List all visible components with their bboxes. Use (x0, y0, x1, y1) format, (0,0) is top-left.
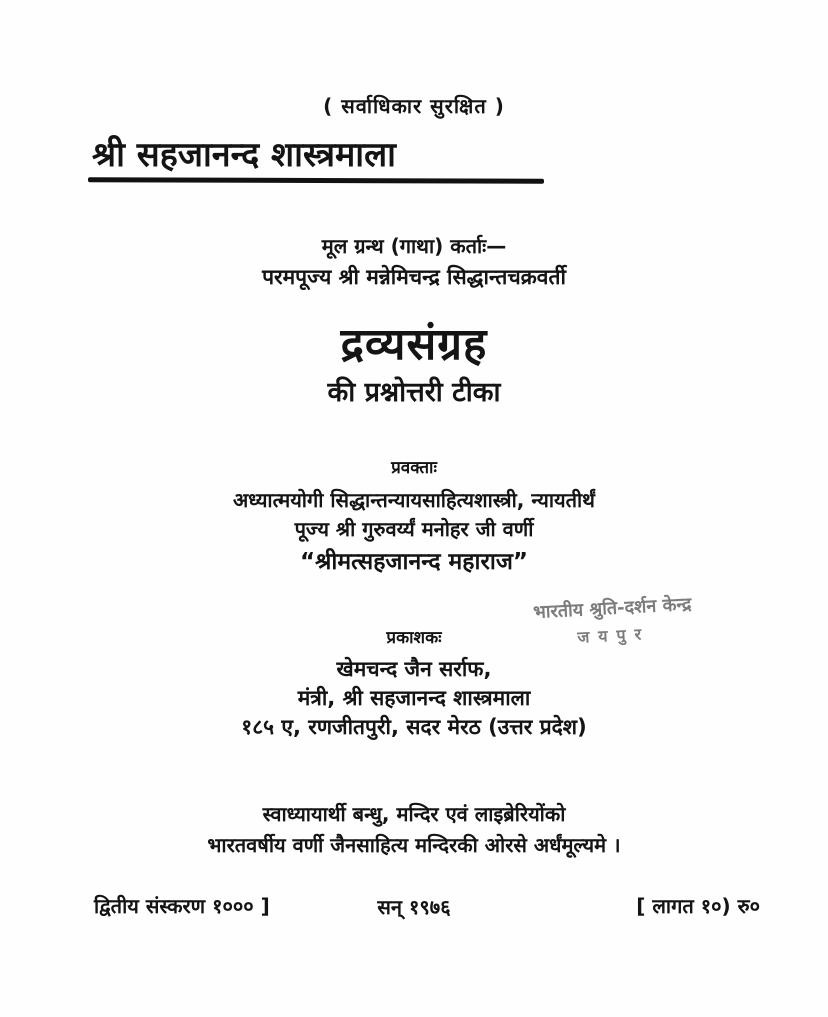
publication-year: सन् १९७६ (377, 895, 451, 919)
edition-and-print-run: द्वितीय संस्करण १००० ] (94, 894, 270, 918)
publisher-address: १८५ ए, रणजीतपुरी, सदर मेरठ (उत्तर प्रदेश) (241, 715, 587, 739)
book-subtitle: की प्रश्नोत्तरी टीका (327, 377, 501, 408)
availability-note-line1: स्वाध्यायार्थी बन्धु, मन्दिर एवं लाइब्रेरियोंको (262, 802, 566, 826)
speaker-title-quoted: “श्रीमत्सहजानन्द महाराज” (299, 549, 529, 575)
library-stamp-name: भारतीय श्रुति-दर्शन केन्द्र (532, 593, 693, 624)
original-work-author: परमपूज्य श्री मन्नेमिचन्द्र सिद्धान्तचक्रवर्ती (262, 265, 566, 289)
speaker-name: पूज्य श्री गुरुवर्य्यं मनोहर जी वर्णी (294, 517, 534, 541)
series-title-underline (88, 177, 544, 184)
series-title: श्री सहजानन्द शास्त्रमाला (92, 135, 396, 175)
speaker-label: प्रवक्ताः (391, 458, 437, 478)
price: [ लागत १०) रु० (636, 894, 760, 918)
publisher-label: प्रकाशकः (386, 628, 442, 648)
original-work-author-label: मूल ग्रन्थ (गाथा) कर्ताः— (321, 234, 507, 258)
speaker-honorifics: अध्यात्मयोगी सिद्धान्तन्यायसाहित्यशास्त्री, न्यायतीर्थं (233, 488, 595, 512)
rights-notice: ( सर्वाधिकार सुरक्षित ) (323, 94, 505, 118)
publisher-name: खेमचन्द जैन सर्राफ, (336, 657, 492, 681)
book-title: द्रव्यसंग्रह (340, 319, 488, 370)
publisher-role: मंत्री, श्री सहजानन्द शास्त्रमाला (297, 686, 531, 710)
availability-note-line2: भारतवर्षीय वर्णी जैनसाहित्य मन्दिरकी ओरसे अर्धंमूल्यमे । (207, 833, 621, 857)
library-stamp-city: जयपुर (576, 624, 651, 647)
